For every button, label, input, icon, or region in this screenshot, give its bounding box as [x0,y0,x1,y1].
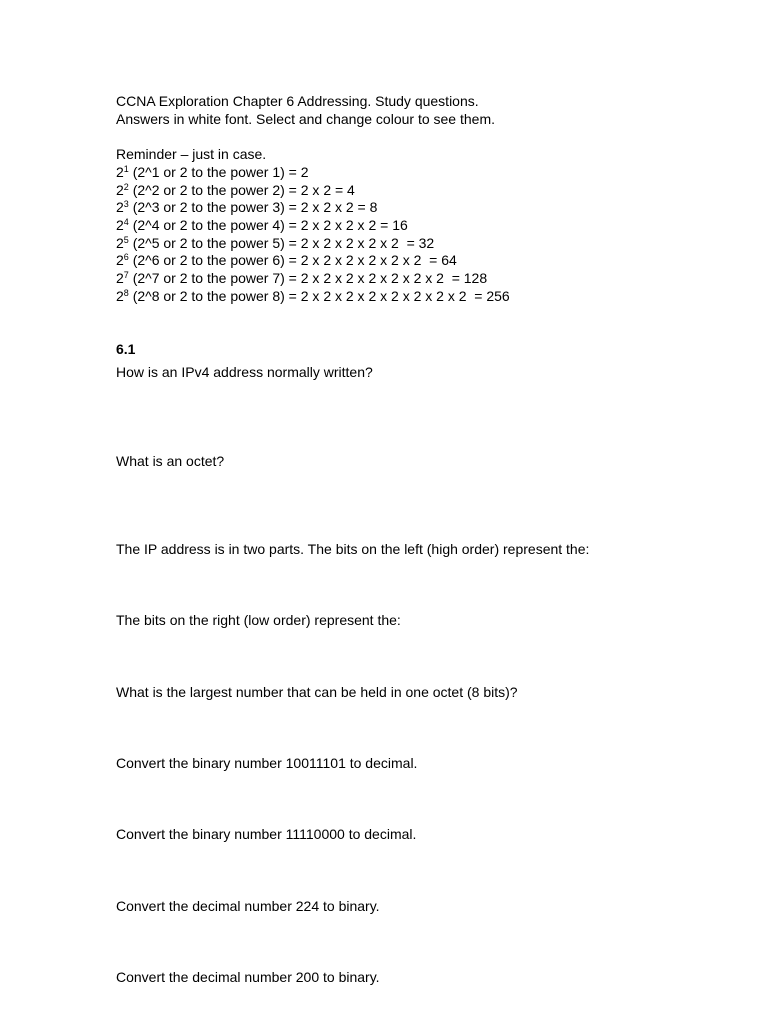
power-line [116,270,746,288]
question-9: Convert the decimal number 200 to binary. [116,969,380,985]
power-text: (2^4 or 2 to the power 4) = 2 x 2 x 2 x 2 = 16 [128,216,408,233]
powers-list [116,164,746,306]
power-text: (2^8 or 2 to the power 8) = 2 x 2 x 2 x 2 x 2 x 2 x 2 x 2 = 256 [128,287,510,304]
reminder-heading: Reminder – just in case. [116,146,267,163]
power-line [116,217,746,235]
power-line [116,288,746,306]
section-title: 6.1 [116,341,136,357]
power-exponent: 1 [123,163,129,174]
power-exponent: 6 [123,252,129,263]
power-exponent: 4 [123,216,129,227]
question-3: The IP address is in two parts. The bits on the left (high order) represent the: [116,541,590,557]
power-text: (2^3 or 2 to the power 3) = 2 x 2 x 2 = 8 [128,199,378,216]
power-exponent: 2 [123,181,129,192]
power-base: 2 [116,270,124,287]
power-line [116,199,746,217]
power-exponent: 5 [123,234,129,245]
power-exponent: 8 [123,287,129,298]
question-1: How is an IPv4 address normally written? [116,364,373,380]
power-text: (2^6 or 2 to the power 6) = 2 x 2 x 2 x 2 x 2 x 2 = 64 [128,252,457,269]
section-block [116,341,746,359]
spacer [116,128,746,146]
question-5: What is the largest number that can be held in one octet (8 bits)? [116,684,518,700]
power-text: (2^7 or 2 to the power 7) = 2 x 2 x 2 x 2 x 2 x 2 x 2 = 128 [128,270,488,287]
power-base: 2 [116,216,124,233]
question-7: Convert the binary number 11110000 to decimal. [116,826,417,842]
power-exponent: 7 [123,270,129,281]
power-text: (2^2 or 2 to the power 2) = 2 x 2 = 4 [128,181,355,198]
question-2: What is an octet? [116,453,225,469]
power-text: (2^5 or 2 to the power 5) = 2 x 2 x 2 x 2 x 2 = 32 [128,234,435,251]
power-line [116,164,746,182]
power-exponent: 3 [123,199,129,210]
question-6: Convert the binary number 10011101 to decimal. [116,755,418,771]
power-base: 2 [116,163,124,180]
question-8: Convert the decimal number 224 to binary. [116,898,380,914]
power-base: 2 [116,234,124,251]
power-line [116,182,746,200]
power-base: 2 [116,287,124,304]
power-line [116,252,746,270]
question-4: The bits on the right (low order) represent the: [116,612,401,628]
document-intro [116,93,746,305]
power-line [116,235,746,253]
document-title: CCNA Exploration Chapter 6 Addressing. Study questions. [116,93,479,109]
power-base: 2 [116,252,124,269]
power-base: 2 [116,181,124,198]
power-base: 2 [116,199,124,216]
power-text: (2^1 or 2 to the power 1) = 2 [128,163,309,180]
document-note: Answers in white font. Select and change colour to see them. [116,110,495,127]
